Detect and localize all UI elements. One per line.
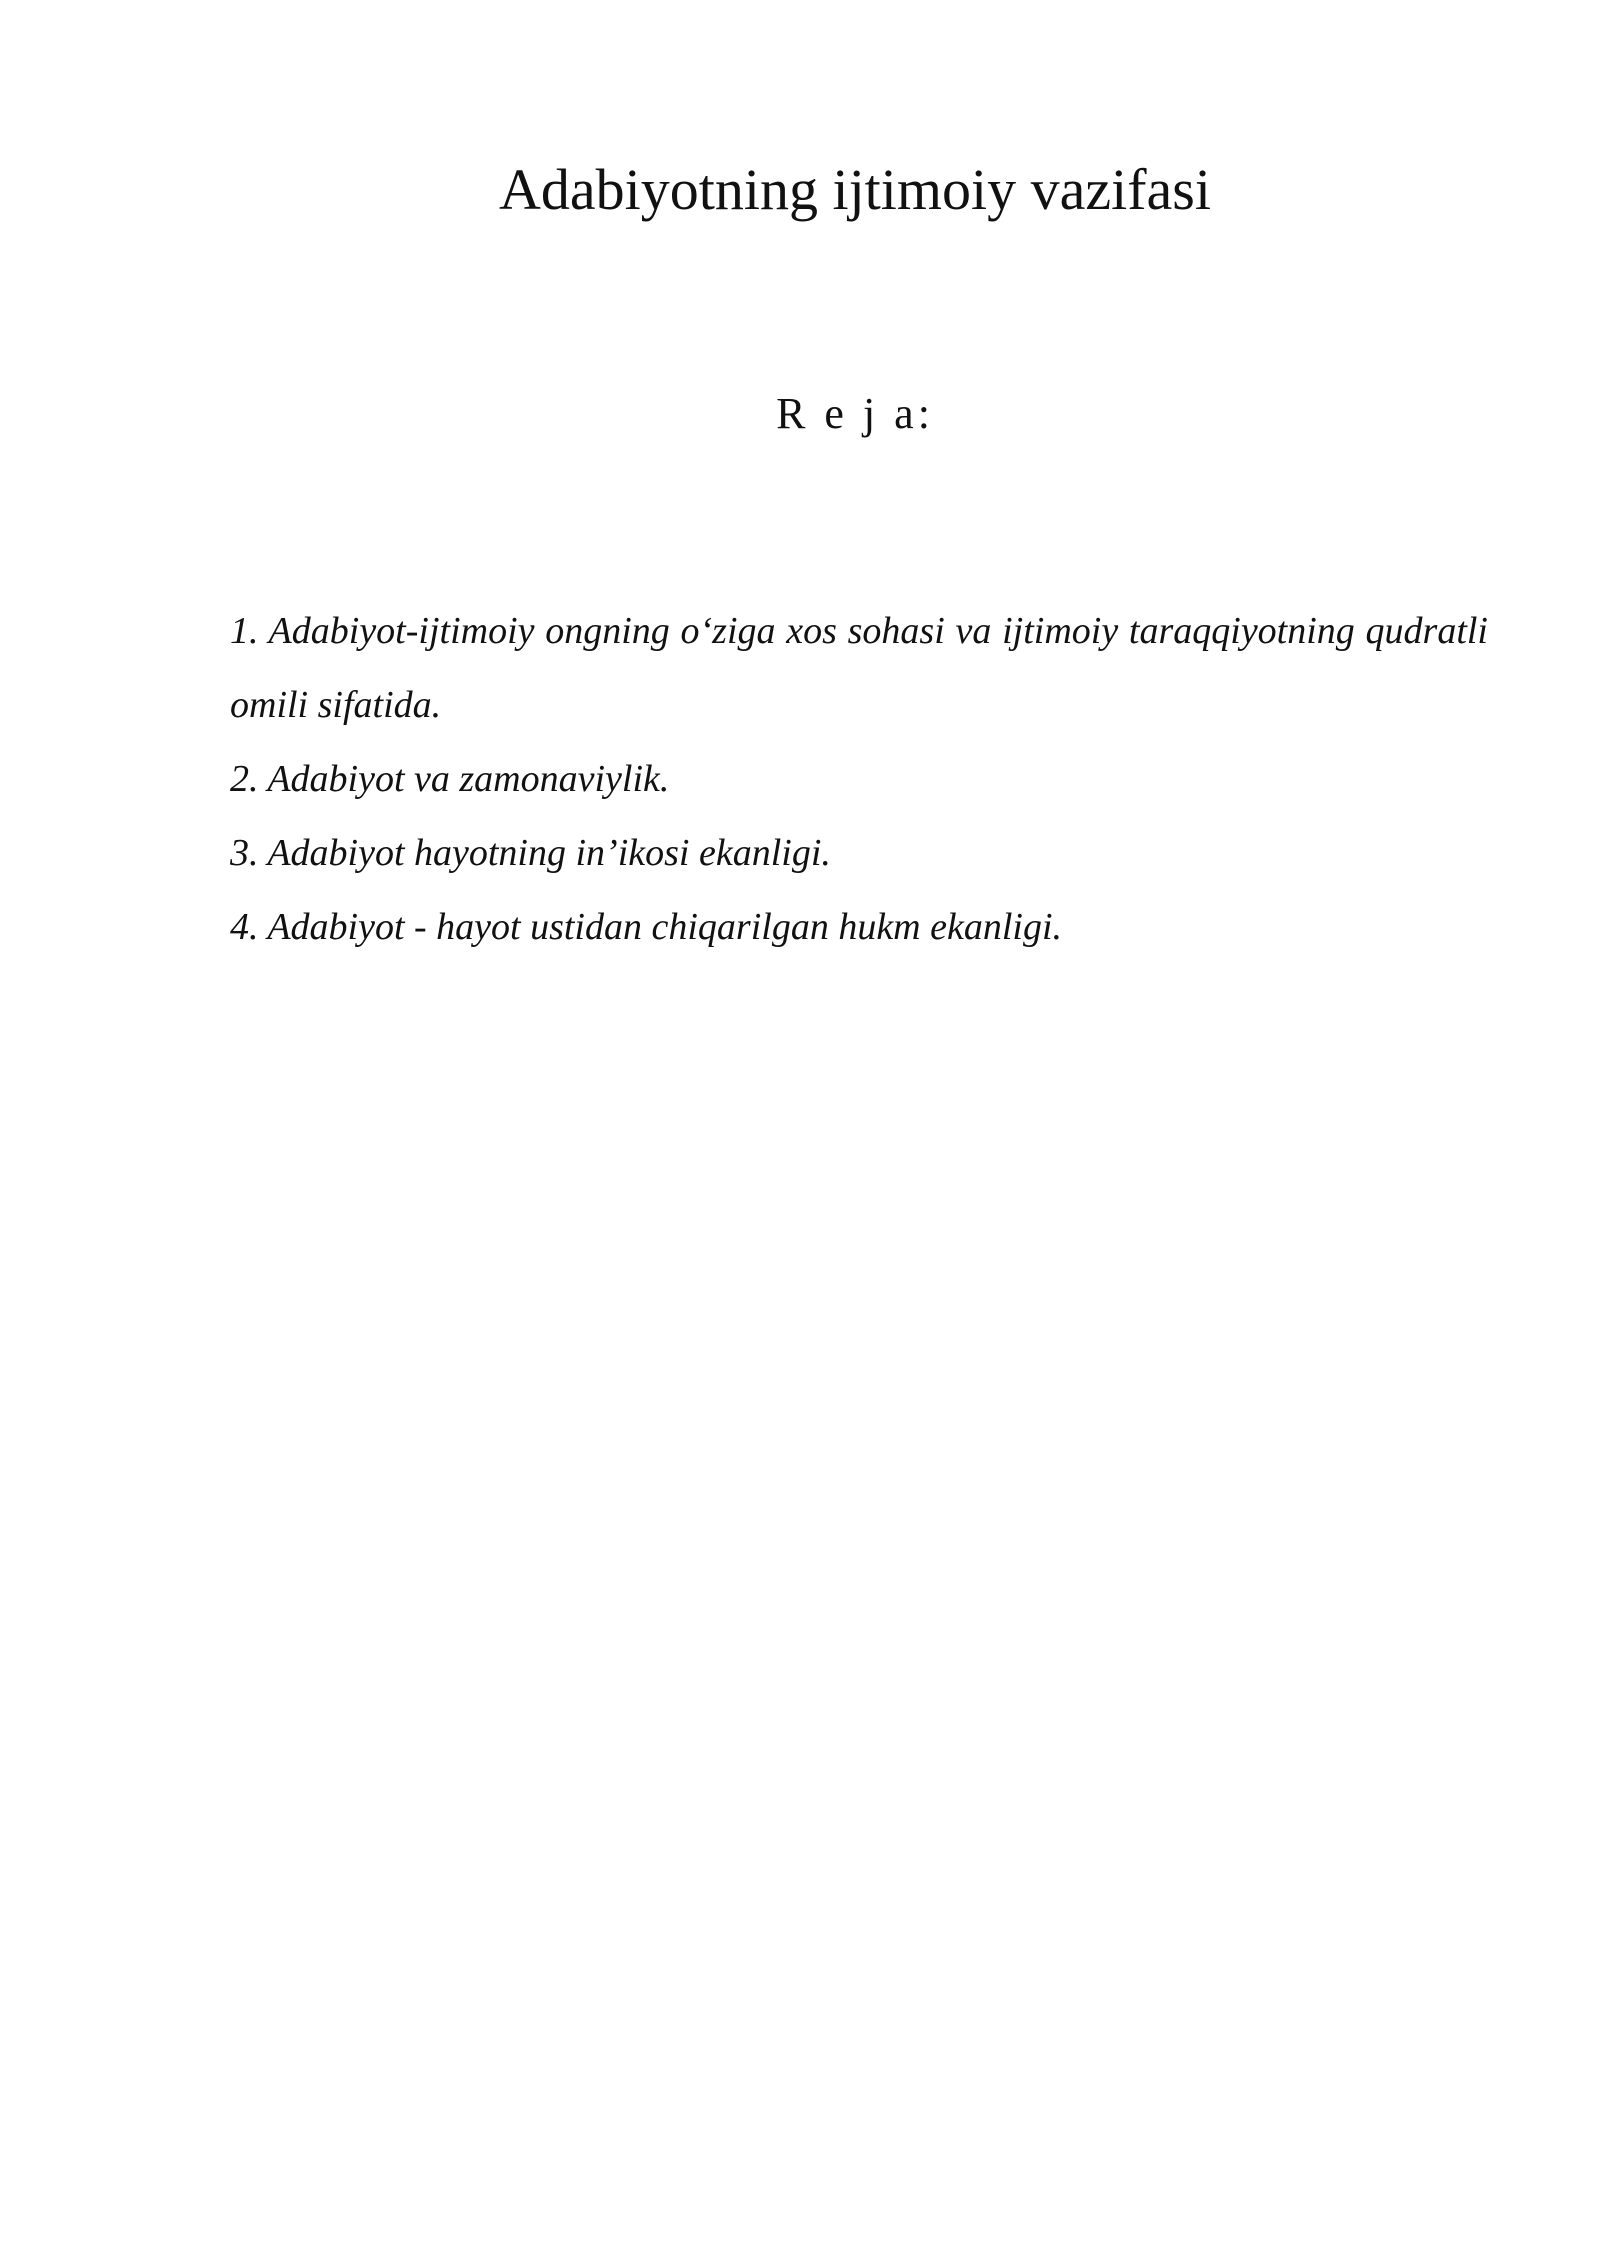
plan-item-1: 1. Adabiyot-ijtimoiy ongning o‘ziga xos sohasi va ijtimoiy taraqqiyotning qudratli omili sifatida. <box>230 610 1488 726</box>
plan-heading: R e j a: <box>776 389 934 438</box>
plan-item-3: 3. Adabiyot hayotning in’ikosi ekanligi. <box>230 832 831 874</box>
document-title: Adabiyotning ijtimoiy vazifasi <box>498 157 1211 222</box>
plan-item-2: 2. Adabiyot va zamonaviylik. <box>230 758 670 800</box>
plan-item-4: 4. Adabiyot - hayot ustidan chiqarilgan hukm ekanligi. <box>230 906 1063 948</box>
plan-list <box>230 594 1488 964</box>
